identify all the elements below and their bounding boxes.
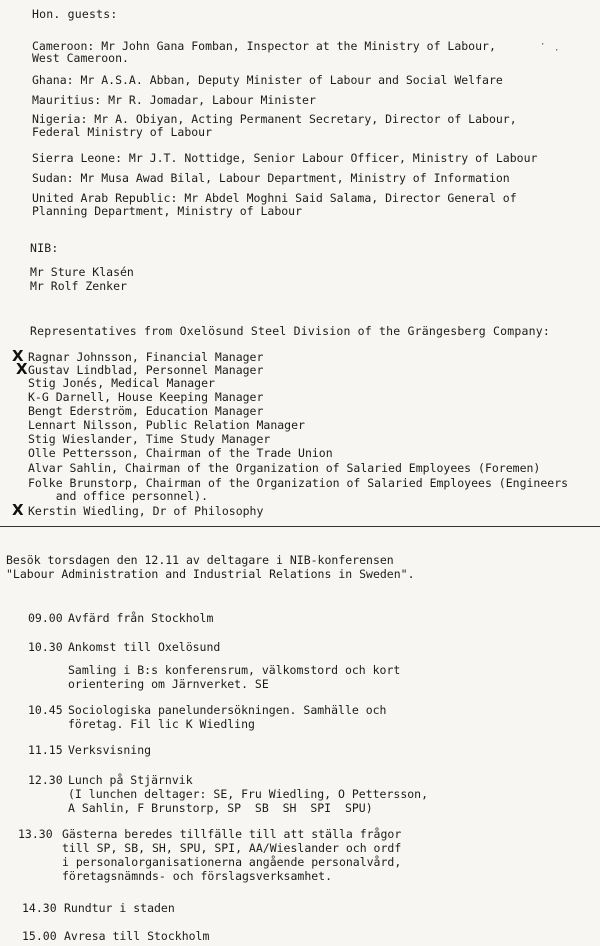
schedule-item: till SP, SB, SH, SPU, SPI, AA/Wieslander och ordf <box>62 841 402 855</box>
schedule-time: 10.30 <box>28 640 63 654</box>
guest-line: Sierra Leone: Mr J.T. Nottidge, Senior Labour Officer, Ministry of Labour <box>32 151 538 165</box>
rep-line: Kerstin Wiedling, Dr of Philosophy <box>28 504 264 518</box>
handwritten-check-mark: X <box>12 347 24 365</box>
ink-speck: · <box>540 40 546 50</box>
guest-line: United Arab Republic: Mr Abdel Moghni Said Salama, Director General of <box>32 191 517 205</box>
intro-line: Besök torsdagen den 12.11 av deltagare i NIB-konferensen <box>6 553 394 567</box>
schedule-item: Verksvisning <box>68 743 152 757</box>
guest-line: Federal Ministry of Labour <box>32 125 213 139</box>
rep-line: Stig Wieslander, Time Study Manager <box>28 432 271 446</box>
schedule-item: Avresa till Stockholm <box>64 929 210 943</box>
guest-line: Sudan: Mr Musa Awad Bilal, Labour Department, Ministry of Information <box>32 171 510 185</box>
rep-line: Alvar Sahlin, Chairman of the Organization of Salaried Employees (Foremen) <box>28 461 541 475</box>
rep-line: Olle Pettersson, Chairman of the Trade Union <box>28 446 333 460</box>
schedule-item: (I lunchen deltager: SE, Fru Wiedling, O Pettersson, <box>68 787 429 801</box>
ink-speck: · <box>554 46 560 56</box>
handwritten-check-mark: X <box>16 360 28 378</box>
guest-line: Mauritius: Mr R. Jomadar, Labour Minister <box>32 93 316 107</box>
intro-line: "Labour Administration and Industrial Relations in Sweden". <box>6 567 415 581</box>
schedule-time: 10.45 <box>28 703 63 717</box>
handwritten-check-mark: X <box>12 501 24 519</box>
reps-heading: Representatives from Oxelösund Steel Division of the Grängesberg Company: <box>30 324 551 338</box>
rep-line: K-G Darnell, House Keeping Manager <box>28 390 264 404</box>
nib-heading: NIB: <box>30 241 59 255</box>
schedule-time: 11.15 <box>28 743 63 757</box>
rep-line: Stig Jonés, Medical Manager <box>28 376 215 390</box>
rep-line: Ragnar Johnsson, Financial Manager <box>28 350 264 364</box>
guest-line: West Cameroon. <box>32 51 129 65</box>
schedule-item: Ankomst till Oxelösund <box>68 640 221 654</box>
schedule-item: Avfärd från Stockholm <box>68 611 214 625</box>
schedule-item: orientering om Järnverket. SE <box>68 677 269 691</box>
guests-heading: Hon. guests: <box>32 7 118 21</box>
rep-line: Lennart Nilsson, Public Relation Manager <box>28 418 305 432</box>
page-divider <box>0 526 600 527</box>
guest-line: Ghana: Mr A.S.A. Abban, Deputy Minister of Labour and Social Welfare <box>32 73 503 87</box>
guest-line: Cameroon: Mr John Gana Fomban, Inspector at the Ministry of Labour, <box>32 39 496 53</box>
schedule-item: Samling i B:s konferensrum, välkomstord och kort <box>68 663 401 677</box>
schedule-item: Lunch på Stjärnvik <box>68 773 193 787</box>
guest-line: Nigeria: Mr A. Obiyan, Acting Permanent Secretary, Director of Labour, <box>32 112 517 126</box>
schedule-item: A Sahlin, F Brunstorp, SP SB SH SPI SPU) <box>68 801 373 815</box>
schedule-time: 15.00 <box>22 929 57 943</box>
schedule-item: Gästerna beredes tillfälle till att ställa frågor <box>62 827 402 841</box>
schedule-time: 12.30 <box>28 773 63 787</box>
schedule-item: Rundtur i staden <box>64 901 175 915</box>
nib-member: Mr Sture Klasén <box>30 265 134 279</box>
rep-line: Folke Brunstorp, Chairman of the Organization of Salaried Employees (Engineers <box>28 476 569 490</box>
nib-member: Mr Rolf Zenker <box>30 279 127 293</box>
schedule-time: 09.00 <box>28 611 63 625</box>
schedule-item: Sociologiska panelundersökningen. Samhälle och <box>68 703 387 717</box>
rep-line: Gustav Lindblad, Personnel Manager <box>28 363 264 377</box>
schedule-item: företagsnämnds- och förslagsverksamhet. <box>62 869 333 883</box>
schedule-item: företag. Fil lic K Wiedling <box>68 717 255 731</box>
rep-line: and office personnel). <box>28 489 209 503</box>
schedule-time: 14.30 <box>22 901 57 915</box>
schedule-time: 13.30 <box>18 827 53 841</box>
guest-line: Planning Department, Ministry of Labour <box>32 204 303 218</box>
schedule-item: i personalorganisationerna angående personalvård, <box>62 855 402 869</box>
rep-line: Bengt Ederström, Education Manager <box>28 404 264 418</box>
